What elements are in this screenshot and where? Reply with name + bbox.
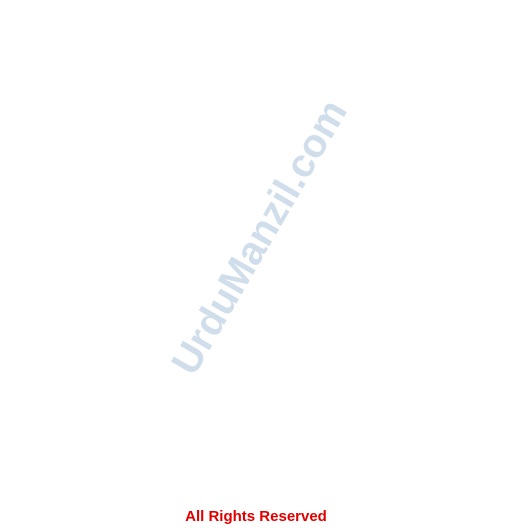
paragraph [10, 148, 510, 174]
paragraph [10, 178, 510, 204]
paragraph [10, 286, 510, 308]
paragraph [10, 398, 510, 420]
paragraph [10, 40, 510, 62]
paragraph [10, 368, 510, 394]
rights-text: All Rights Reserved [185, 508, 327, 525]
paragraph [10, 66, 510, 88]
paragraph [10, 338, 510, 364]
article-body [10, 40, 510, 420]
footer [0, 508, 520, 525]
paragraph [10, 234, 510, 256]
paragraph [10, 92, 510, 114]
paragraph [10, 260, 510, 282]
watermark-logo: UrduManzil.com [163, 92, 356, 383]
article-title [10, 6, 510, 36]
paragraph [10, 208, 510, 230]
paragraph [10, 312, 510, 334]
paragraph [10, 118, 510, 144]
